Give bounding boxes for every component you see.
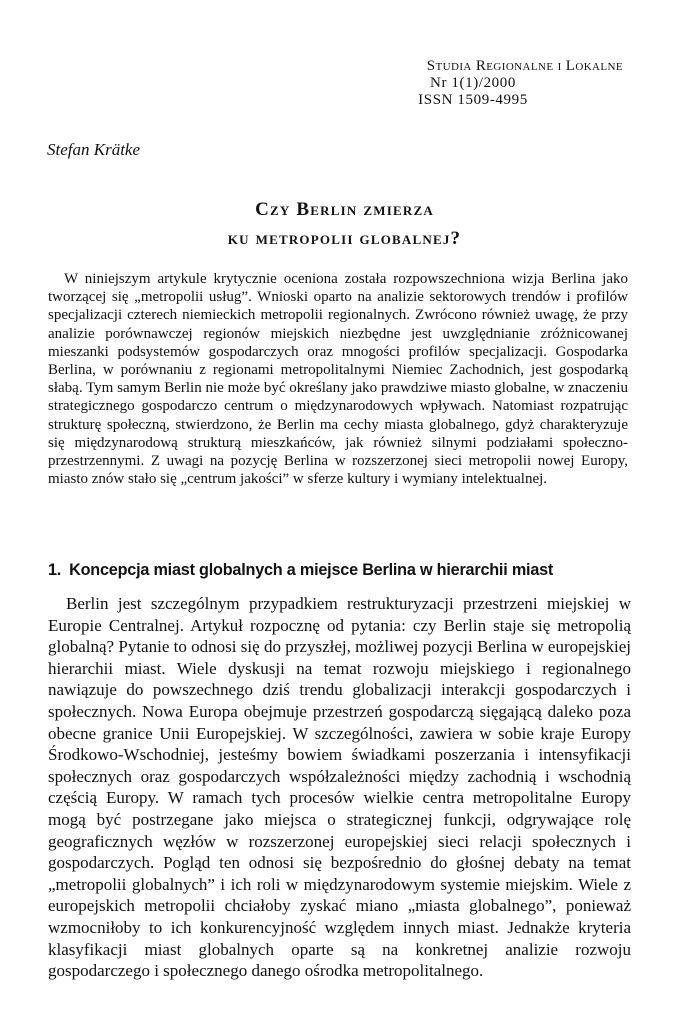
journal-issue: Nr 1(1)/2000	[430, 75, 516, 91]
body-paragraph: Berlin jest szczególnym przypadkiem restrukturyzacji przestrzeni miejskiej w Europie Centralnej. Artykuł rozpocznę od pytania: czy Berlin staje się metropolią globalną? Pytanie to odnosi się do przyszłej, możliwej pozycji Berlina w europejskiej hierarchii miast. Wiele dyskusji na temat rozwoju miejskiego i regionalnego nawiązuje do powszechnego dziś trendu globalizacji interakcji gospodarczych i społecznych. Nowa Europa obejmuje przestrzeń gospodarczą sięgającą daleko poza obecne granice Unii Europejskiej. W szczególności, zawiera w sobie kraje Europy Środkowo-Wschodniej, jesteśmy bowiem świadkami poszerzania i intensyfikacji społecznych oraz gospodarczych współzależności między zachodnią i wschodnią częścią Europy. W ramach tych procesów wielkie centra metropolitalne Europy mogą być postrzegane jako miejsca o strategicznej funkcji, odgrywające rolę geograficznych węzłów w rozszerzonej europejskiej sieci relacji społecznych i gospodarczych. Pogląd ten odnosi się bezpośrednio do głośnej debaty na temat „metropolii globalnych” i ich roli w międzynarodowym systemie miejskim. Wiele z europejskich metropolii chciałoby zyskać miano „miasta globalnego”, ponieważ wzmocniłoby to ich konkurencyjność względem innych miast. Jednakże kryteria klasyfikacji miast globalnych oparte są na konkretnej analizie rozwoju gospodarczego i społecznego danego ośrodka metropolitalnego.	[48, 594, 631, 981]
title-line-1: Czy Berlin zmierza	[255, 199, 434, 220]
journal-name: Studia Regionalne i Lokalne	[426, 58, 623, 74]
section-title: Koncepcja miast globalnych a miejsce Berlina w hierarchii miast	[69, 561, 554, 579]
paper-title	[0, 195, 689, 253]
author-name: Stefan Krätke	[47, 140, 141, 159]
title-line-2: ku metropolii globalnej?	[227, 228, 462, 249]
section-number: 1.	[48, 561, 62, 579]
abstract: W niniejszym artykule krytycznie oceniona została rozpowszechniona wizja Berlina jako tworzącej się „metropolii usług”. Wnioski oparto na analizie sektorowych trendów i profilów specjalizacji czterech niemieckich metropolii regionalnych. Zwrócono również uwagę, że przy analizie porównawczej regionów miejskich niezbędne jest uwzględnianie zróżnicowanej mieszanki podsystemów gospodarczych oraz mnogości profilów specjalizacji. Gospodarka Berlina, w porównaniu z regionami metropolitalnymi Niemiec Zachodnich, jest gospodarką słabą. Tym samym Berlin nie może być określany jako prawdziwe miasto globalne, w znaczeniu strategicznego gospodarczo centrum o międzynarodowych wpływach. Natomiast rozpatrując strukturę społeczną, stwierdzono, że Berlin ma cechy miasta globalnego, gdyż charakteryzuje się międzynarodową strukturą mieszkańców, jak również silnymi podziałami społeczno-przestrzennymi. Z uwagi na pozycję Berlina w rozszerzonej sieci metropolii nowej Europy, miasto znów stało się „centrum jakości” w sferze kultury i wymiany intelektualnej.	[48, 271, 628, 488]
section-heading	[48, 561, 638, 580]
journal-info	[323, 58, 623, 109]
journal-issn: ISSN 1509-4995	[418, 92, 528, 108]
